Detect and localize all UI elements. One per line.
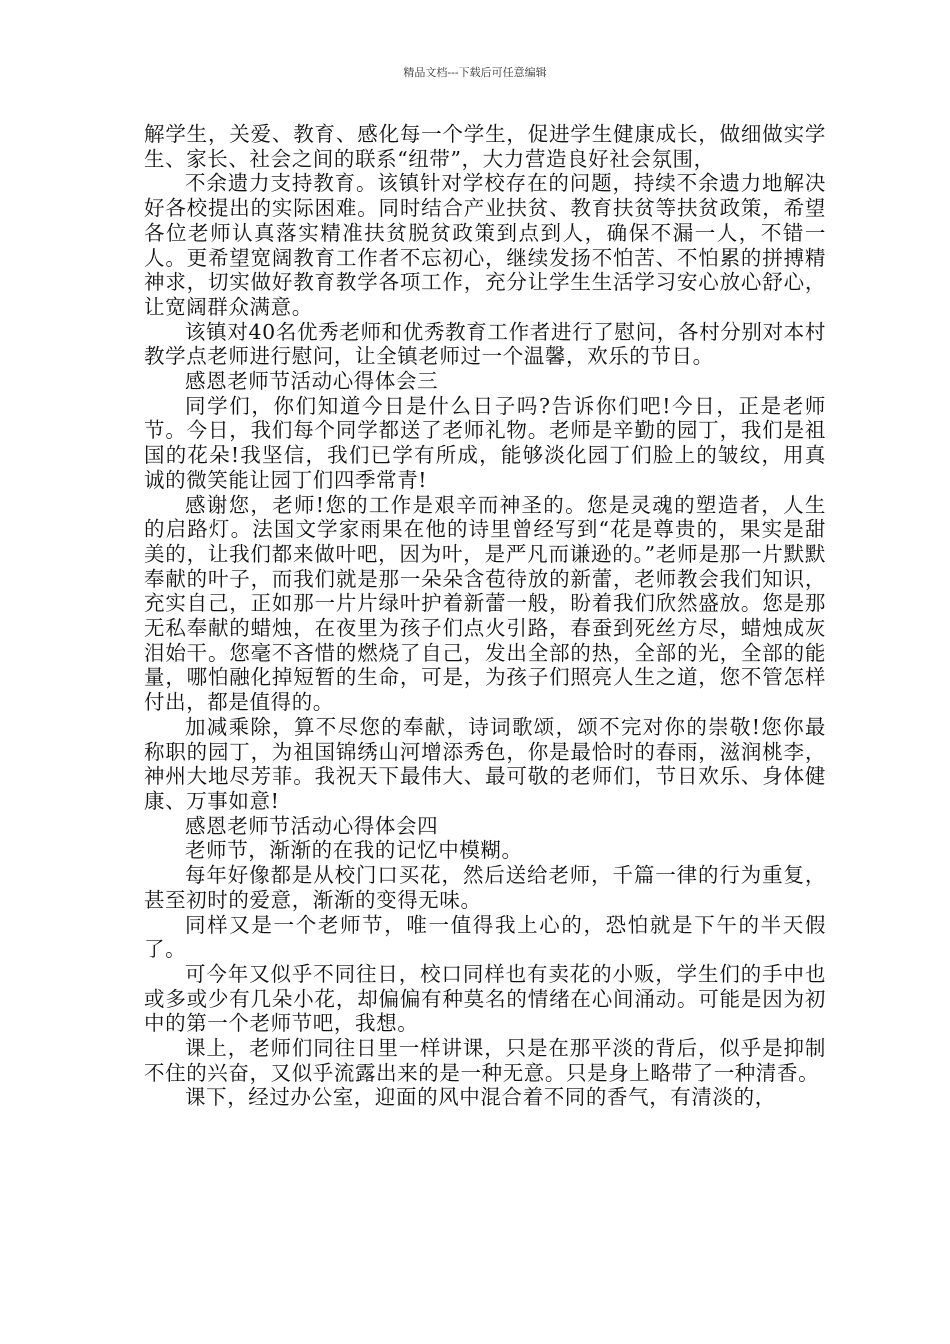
section-heading: 感恩老师节活动心得体会三: [185, 369, 439, 394]
document-body: [144, 122, 826, 1110]
paragraph: 加减乘除，算不尽您的奉献，诗词歌颂，颂不完对你的崇敬!您你最称职的园丁，为祖国锦绣山河增添秀色，你是最恰时的春雨，滋润桃李，神州大地尽芳菲。我祝天下最伟大、最可敬的老师们，节日欢乐、身体健康、万事如意!: [144, 714, 826, 813]
paragraph: 课下，经过办公室，迎面的风中混合着不同的香气，有清淡的，: [185, 1085, 776, 1110]
paragraph: 感谢您，老师!您的工作是艰辛而神圣的。您是灵魂的塑造者，人生的启路灯。法国文学家雨果在他的诗里曾经写到“花是尊贵的，果实是甜美的，让我们都来做叶吧，因为叶，是严凡而谦逊的。”老师是那一片默默奉献的叶子，而我们就是那一朵朵含苞待放的新蕾，老师教会我们知识，充实自己，正如那一片片绿叶护着新蕾一般，盼着我们欣然盛放。您是那无私奉献的蜡烛，在夜里为孩子们点火引路，春蚕到死丝方尽，蜡烛成灰泪始干。您毫不吝惜的燃烧了自己，发出全部的热，全部的光，全部的能量，哪怕融化掉短暂的生命，可是，为孩子们照亮人生之道，您不管怎样付出，都是值得的。: [144, 492, 826, 715]
paragraph: 同样又是一个老师节，唯一值得我上心的，恐怕就是下午的半天假了。: [144, 912, 826, 962]
paragraph: 同学们，你们知道今日是什么日子吗?告诉你们吧!今日，正是老师节。今日，我们每个同学都送了老师礼物。老师是辛勤的园丁，我们是祖国的花朵!我坚信，我们已学有所成，能够淡化园丁们脸上的皱纹，用真诚的微笑能让园丁们四季常青!: [144, 393, 826, 492]
section-heading: 感恩老师节活动心得体会四: [185, 813, 439, 838]
paragraph: 该镇对40名优秀老师和优秀教育工作者进行了慰问，各村分别对本村教学点老师进行慰问，让全镇老师过一个温馨，欢乐的节日。: [144, 319, 826, 369]
paragraph: 不余遗力支持教育。该镇针对学校存在的问题，持续不余遗力地解决好各校提出的实际困难。同时结合产业扶贫、教育扶贫等扶贫政策，希望各位老师认真落实精准扶贫脱贫政策到点到人，确保不漏一人，不错一人。更希望宽阔教育工作者不忘初心，继续发扬不怕苦、不怕累的拼搏精神求，切实做好教育教学各项工作，充分让学生生活学习安心放心舒心，让宽阔群众满意。: [144, 171, 826, 319]
paragraph: 可今年又似乎不同往日，校口同样也有卖花的小贩，学生们的手中也或多或少有几朵小花，却偏偏有种莫名的情绪在心间涌动。可能是因为初中的第一个老师节吧，我想。: [144, 961, 826, 1036]
page-header: 精品文档---下载后可任意编辑: [403, 66, 547, 79]
paragraph: 每年好像都是从校门口买花，然后送给老师，千篇一律的行为重复，甚至初时的爱意，渐渐的变得无味。: [144, 863, 826, 912]
paragraph: 老师节，渐渐的在我的记忆中模糊。: [185, 838, 523, 863]
paragraph: 课上，老师们同往日里一样讲课，只是在那平淡的背后，似乎是抑制不住的兴奋，又似乎流露出来的是一种无意。只是身上略带了一种清香。: [144, 1036, 826, 1085]
paragraph-continuation: 解学生，关爱、教育、感化每一个学生，促进学生健康成长，做细做实学生、家长、社会之间的联系“纽带”，大力营造良好社会氛围，: [144, 122, 826, 171]
